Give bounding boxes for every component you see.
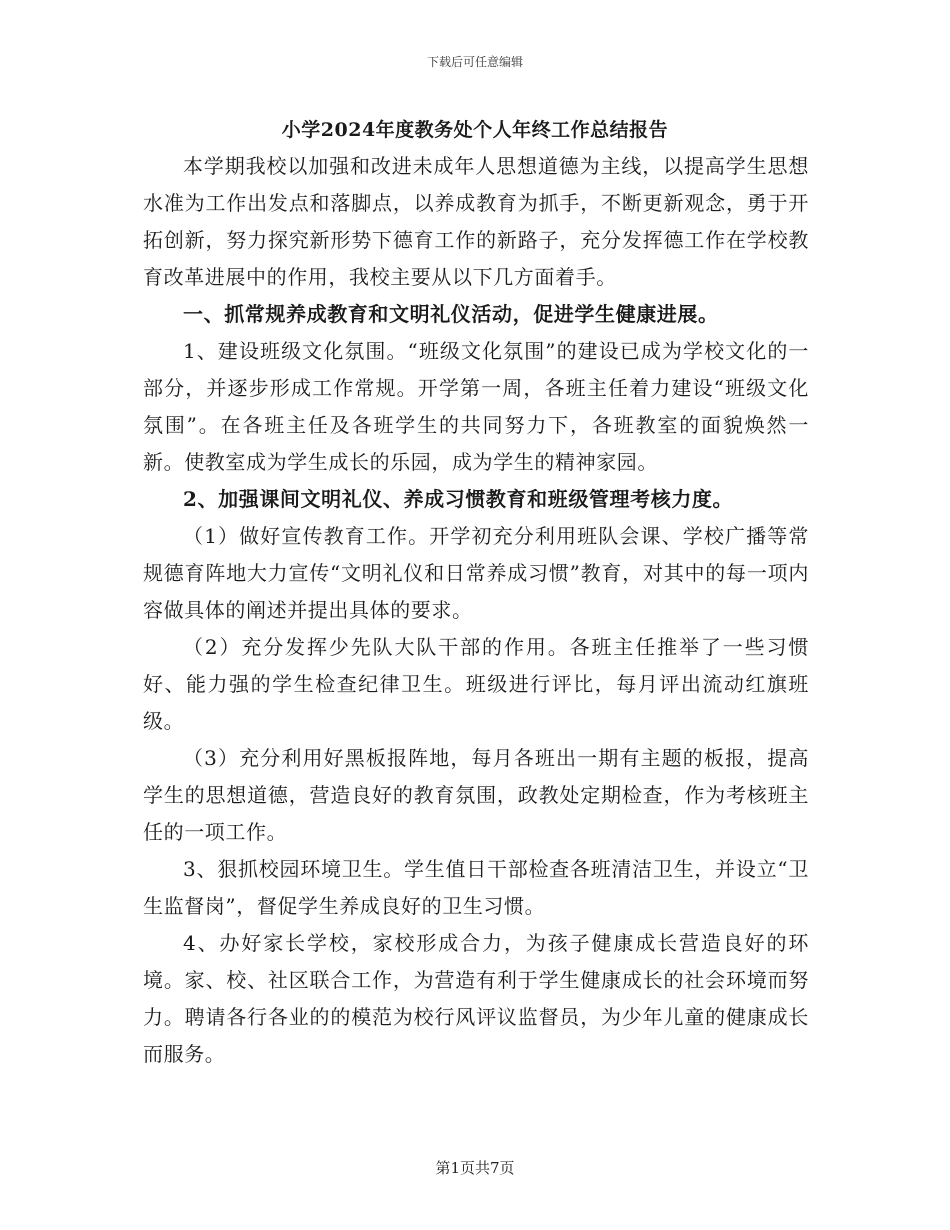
paragraph-subitem-1: （1）做好宣传教育工作。开学初充分利用班队会课、学校广播等常规德育阵地大力宣传“文明礼仪和日常养成习惯”教育，对其中的每一项内容做具体的阐述并提出具体的要求。: [143, 524, 809, 622]
paragraph-subitem-3: （3）充分利用好黑板报阵地，每月各班出一期有主题的板报，提高学生的思想道德，营造良好的教育氛围，政教处定期检查，作为考核班主任的一项工作。: [143, 746, 809, 844]
page-number-footer: 第1页共7页: [435, 1159, 515, 1177]
document-title: 小学2024年度教务处个人年终工作总结报告: [281, 119, 669, 141]
paragraph-item-4: 4、办好家长学校，家校形成合力，为孩子健康成长营造良好的环境。家、校、社区联合工作，为营造有利于学生健康成长的社会环境而努力。聘请各行各业的的模范为校行风评议监督员，为少年儿童的健康成长而服务。: [143, 931, 809, 1066]
paragraph-subitem-2: （2）充分发挥少先队大队干部的作用。各班主任推举了一些习惯好、能力强的学生检查纪律卫生。班级进行评比，每月评出流动红旗班级。: [143, 635, 809, 733]
section-heading-1: 一、抓常规养成教育和文明礼仪活动，促进学生健康进展。: [183, 302, 719, 326]
paragraph-intro: 本学期我校以加强和改进未成年人思想道德为主线，以提高学生思想水准为工作出发点和落脚点，以养成教育为抓手，不断更新观念，勇于开拓创新，努力探究新形势下德育工作的新路子，充分发挥德工作在学校教育改革进展中的作用，我校主要从以下几方面着手。: [143, 154, 809, 289]
document-body: [143, 148, 809, 1073]
section-heading-2: 2、加强课间文明礼仪、养成习惯教育和班级管理考核力度。: [183, 487, 734, 511]
header-note: 下载后可任意编辑: [426, 55, 523, 69]
paragraph-item-1: 1、建设班级文化氛围。“班级文化氛围”的建设已成为学校文化的一部分，并逐步形成工作常规。开学第一周，各班主任着力建设“班级文化氛围”。在各班主任及各班学生的共同努力下，各班教室的面貌焕然一新。使教室成为学生成长的乐园，成为学生的精神家园。: [143, 339, 809, 474]
paragraph-item-3: 3、狠抓校园环境卫生。学生值日干部检查各班清洁卫生，并设立“卫生监督岗”，督促学生养成良好的卫生习惯。: [143, 857, 809, 918]
